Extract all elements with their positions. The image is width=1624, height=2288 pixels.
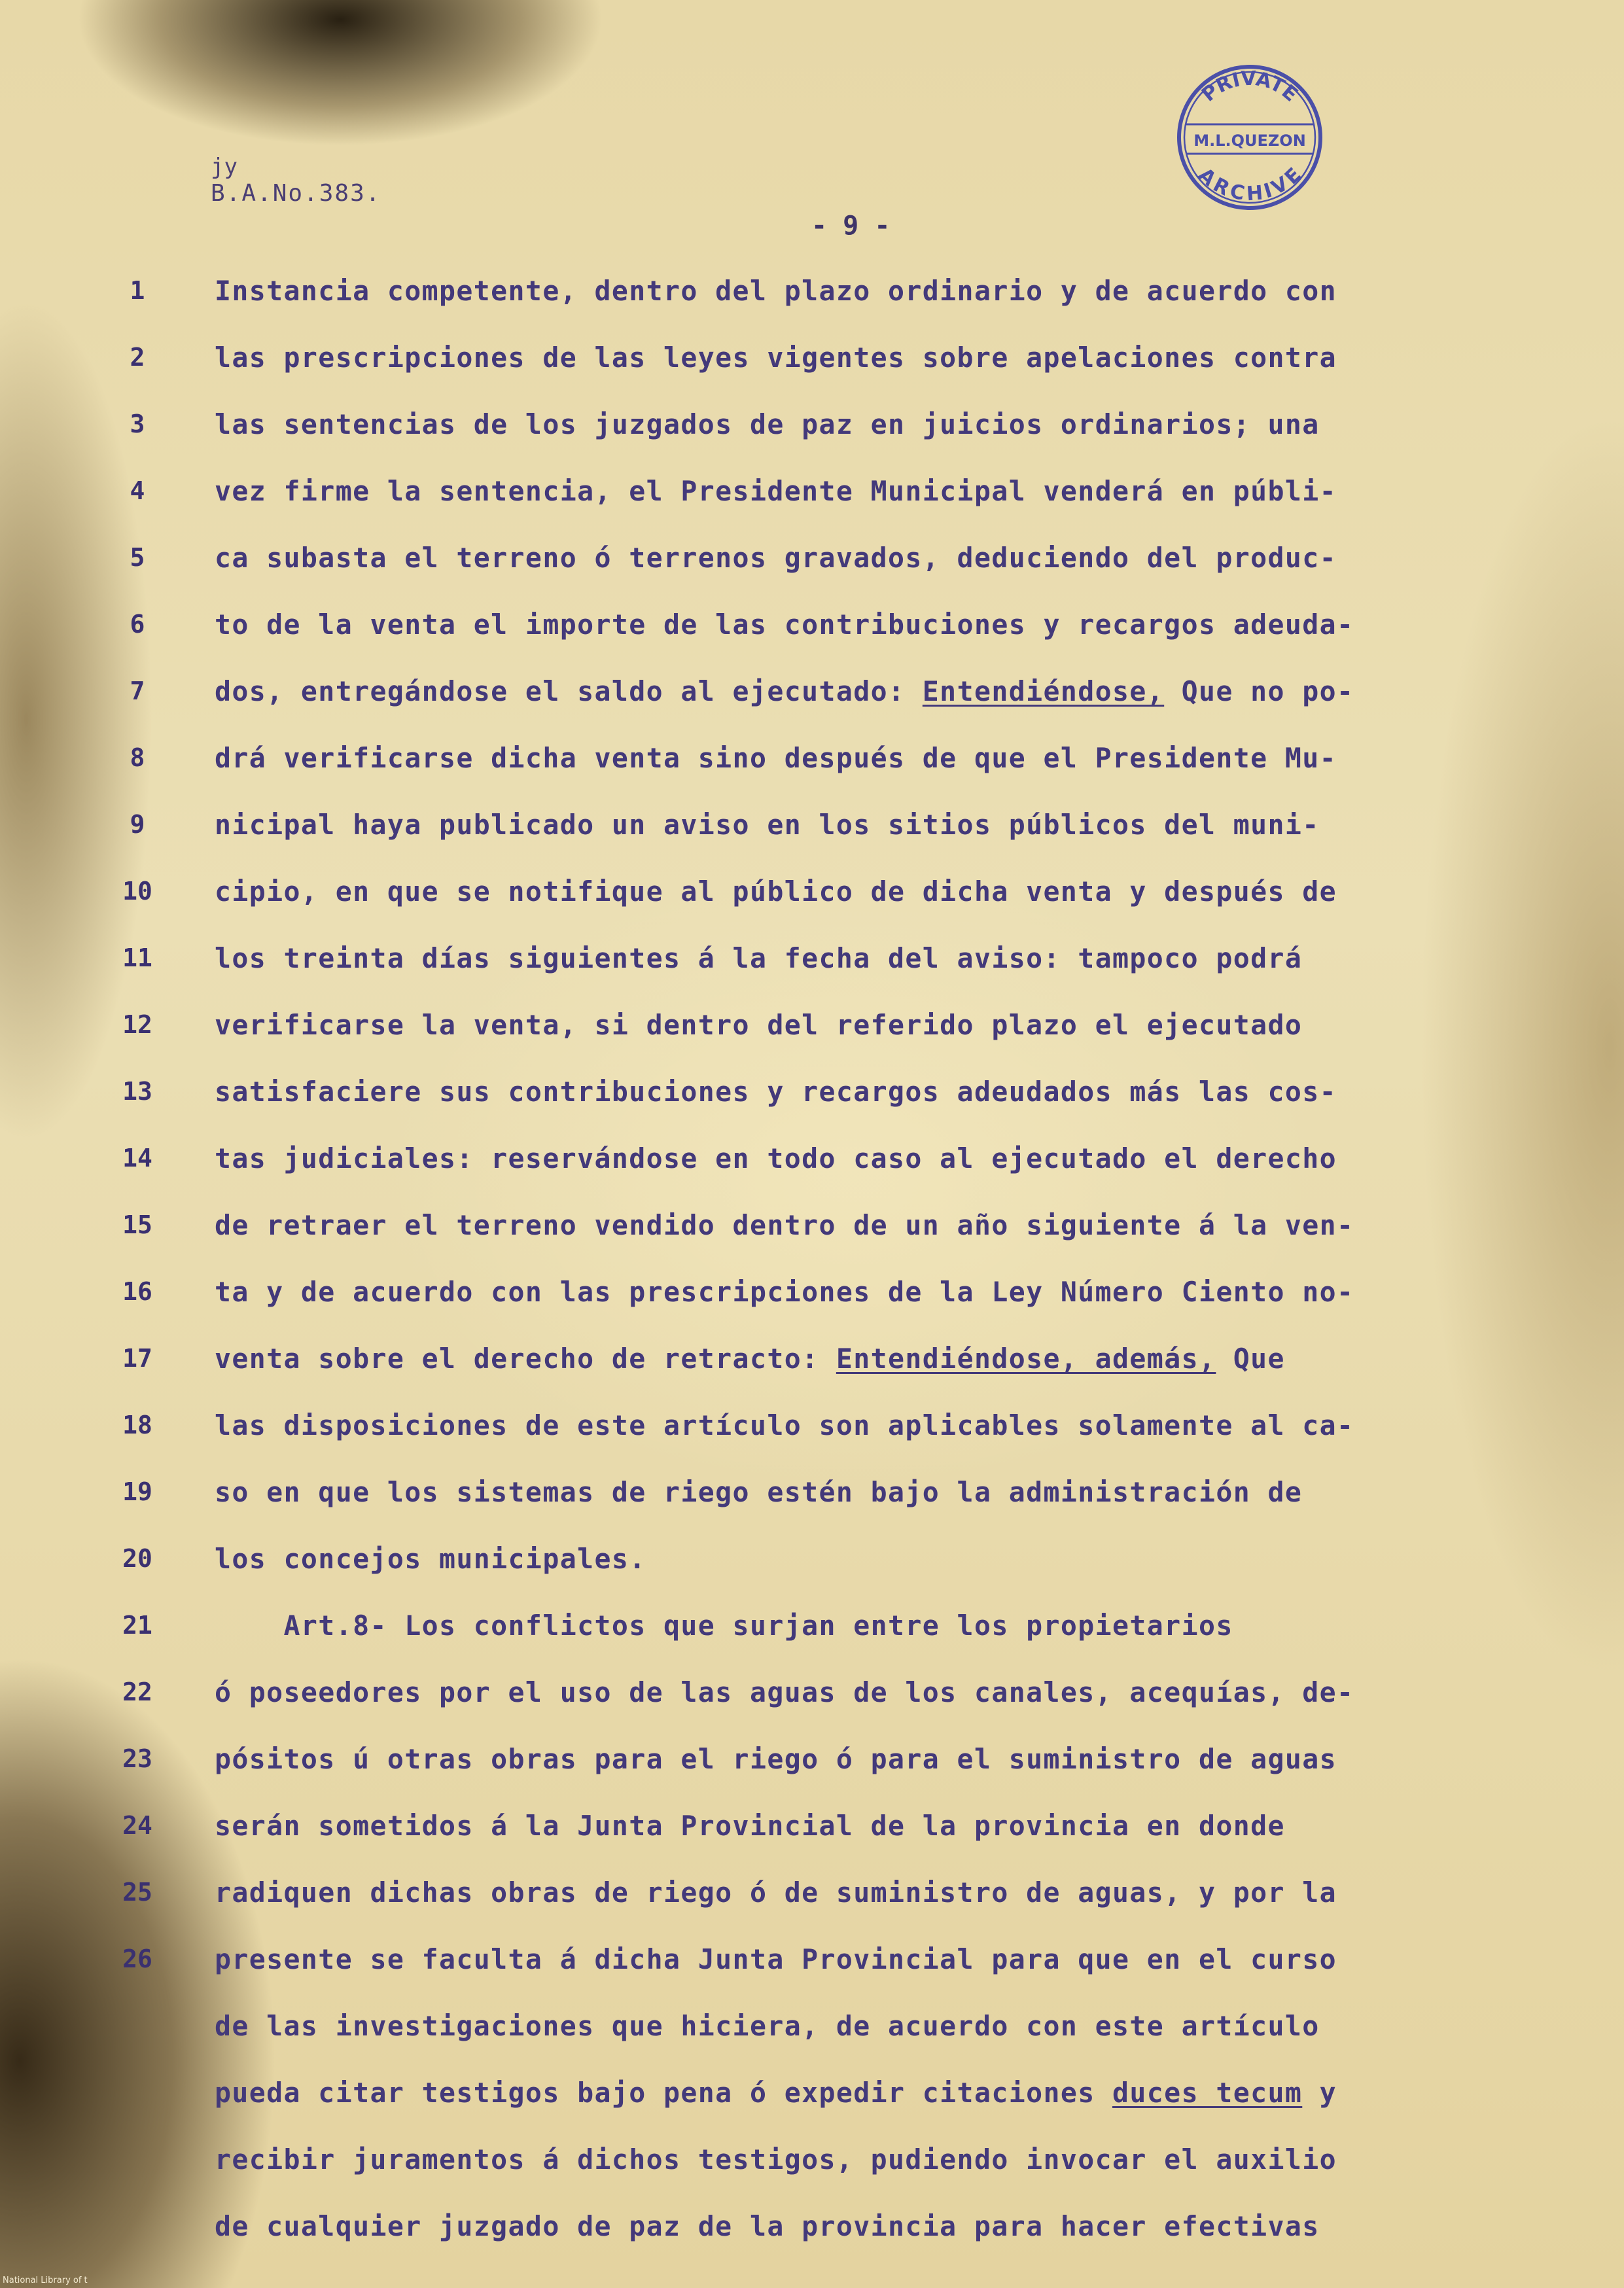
stamp-top-text: PRIVATE bbox=[1197, 67, 1302, 107]
line-number: 22 bbox=[122, 1678, 152, 1706]
line-text: satisfaciere sus contribuciones y recargos adeudados más las cos- bbox=[215, 1076, 1337, 1108]
page-number: - 9 - bbox=[811, 211, 891, 241]
line-text: ó poseedores por el uso de las aguas de los canales, acequías, de- bbox=[215, 1676, 1354, 1708]
text-line bbox=[98, 1070, 1557, 1137]
text-line bbox=[98, 870, 1557, 937]
line-text: los concejos municipales. bbox=[215, 1543, 646, 1575]
line-text: pósitos ú otras obras para el riego ó para el suministro de aguas bbox=[215, 1743, 1337, 1775]
line-text: tas judiciales: reservándose en todo caso al ejecutado el derecho bbox=[215, 1142, 1337, 1174]
document-body bbox=[98, 270, 1557, 2272]
text-line bbox=[98, 803, 1557, 870]
line-text: de las investigaciones que hiciera, de acuerdo con este artículo bbox=[215, 2010, 1320, 2042]
text-line bbox=[98, 1538, 1557, 1604]
line-text: so en que los sistemas de riego estén bajo la administración de bbox=[215, 1476, 1303, 1508]
text-line bbox=[98, 1271, 1557, 1337]
line-number: 9 bbox=[130, 810, 145, 839]
line-text: venta sobre el derecho de retracto: Entendiéndose, además, Que bbox=[215, 1343, 1285, 1375]
text-line bbox=[98, 670, 1557, 737]
line-text: ta y de acuerdo con las prescripciones de la Ley Número Ciento no- bbox=[215, 1276, 1354, 1308]
line-number: 1 bbox=[130, 276, 145, 305]
svg-text:PRIVATE bbox=[1197, 67, 1302, 107]
text-line bbox=[98, 2071, 1557, 2138]
line-text: recibir juramentos á dichos testigos, pudiendo invocar el auxilio bbox=[215, 2143, 1337, 2175]
line-number: 20 bbox=[122, 1544, 152, 1573]
line-number: 15 bbox=[122, 1210, 152, 1239]
line-number: 21 bbox=[122, 1611, 152, 1640]
line-number: 24 bbox=[122, 1811, 152, 1840]
line-number: 13 bbox=[122, 1077, 152, 1106]
line-number: 26 bbox=[122, 1945, 152, 1973]
line-number: 19 bbox=[122, 1477, 152, 1506]
line-number: 14 bbox=[122, 1144, 152, 1172]
line-number: 11 bbox=[122, 943, 152, 972]
line-number: 12 bbox=[122, 1010, 152, 1039]
line-text: de retraer el terreno vendido dentro de un año siguiente á la ven- bbox=[215, 1209, 1354, 1241]
line-text: ca subasta el terreno ó terrenos gravados, deduciendo del produc- bbox=[215, 542, 1337, 574]
line-number: 16 bbox=[122, 1277, 152, 1306]
line-text: radiquen dichas obras de riego ó de suministro de aguas, y por la bbox=[215, 1876, 1337, 1909]
line-text: drá verificarse dicha venta sino después de que el Presidente Mu- bbox=[215, 742, 1337, 774]
line-number: 6 bbox=[130, 610, 145, 639]
text-line bbox=[98, 1204, 1557, 1271]
line-number: 2 bbox=[130, 343, 145, 372]
svg-text:ARCHIVE bbox=[1193, 164, 1305, 205]
line-text: pueda citar testigos bajo pena ó expedir citaciones duces tecum y bbox=[215, 2077, 1337, 2109]
typist-initials: jy bbox=[211, 154, 238, 180]
document-id: B.A.No.383. bbox=[211, 180, 381, 207]
line-text: nicipal haya publicado un aviso en los sitios públicos del muni- bbox=[215, 809, 1320, 841]
line-text: presente se faculta á dicha Junta Provincial para que en el curso bbox=[215, 1943, 1337, 1975]
text-line bbox=[98, 1738, 1557, 1804]
text-line bbox=[98, 1004, 1557, 1070]
line-text: las prescripciones de las leyes vigentes sobre apelaciones contra bbox=[215, 342, 1337, 374]
line-number: 5 bbox=[130, 543, 145, 572]
line-number: 10 bbox=[122, 877, 152, 906]
text-line bbox=[98, 1671, 1557, 1738]
stamp-bottom-text: ARCHIVE bbox=[1193, 163, 1306, 206]
line-text: de cualquier juzgado de paz de la provincia para hacer efectivas bbox=[215, 2210, 1320, 2242]
text-line bbox=[98, 537, 1557, 603]
text-line bbox=[98, 1471, 1557, 1538]
text-line bbox=[98, 937, 1557, 1004]
text-line bbox=[98, 603, 1557, 670]
line-text: serán sometidos á la Junta Provincial de la provincia en donde bbox=[215, 1810, 1285, 1842]
line-text: to de la venta el importe de las contribuciones y recargos adeuda- bbox=[215, 608, 1354, 641]
line-text: cipio, en que se notifique al público de dicha venta y después de bbox=[215, 875, 1337, 907]
archive-stamp bbox=[1174, 62, 1325, 213]
stamp-middle-text: M.L.QUEZON bbox=[1193, 132, 1306, 150]
line-text: las disposiciones de este artículo son aplicables solamente al ca- bbox=[215, 1409, 1354, 1441]
text-line bbox=[98, 1137, 1557, 1204]
text-line bbox=[98, 1871, 1557, 1938]
text-line bbox=[98, 2205, 1557, 2272]
line-number: 17 bbox=[122, 1344, 152, 1373]
text-line bbox=[98, 1938, 1557, 2005]
text-line bbox=[98, 1604, 1557, 1671]
line-text: dos, entregándose el saldo al ejecutado: Entendiéndose, Que no po- bbox=[215, 675, 1354, 707]
line-number: 18 bbox=[122, 1411, 152, 1439]
text-line bbox=[98, 1804, 1557, 1871]
scan-footer-note: National Library of t bbox=[3, 2276, 88, 2285]
text-line bbox=[98, 2005, 1557, 2071]
text-line bbox=[98, 1404, 1557, 1471]
line-number: 25 bbox=[122, 1878, 152, 1907]
line-text: verificarse la venta, si dentro del referido plazo el ejecutado bbox=[215, 1009, 1303, 1041]
line-number: 8 bbox=[130, 743, 145, 772]
text-line bbox=[98, 270, 1557, 336]
line-text: los treinta días siguientes á la fecha del aviso: tampoco podrá bbox=[215, 942, 1303, 974]
line-text: Instancia competente, dentro del plazo ordinario y de acuerdo con bbox=[215, 275, 1337, 307]
line-text: vez firme la sentencia, el Presidente Municipal venderá en públi- bbox=[215, 475, 1337, 507]
text-line bbox=[98, 336, 1557, 403]
text-line bbox=[98, 737, 1557, 803]
line-number: 3 bbox=[130, 410, 145, 438]
text-line bbox=[98, 403, 1557, 470]
line-text: Art.8- Los conflictos que surjan entre los propietarios bbox=[215, 1610, 1233, 1642]
text-line bbox=[98, 1337, 1557, 1404]
line-number: 4 bbox=[130, 476, 145, 505]
line-number: 7 bbox=[130, 677, 145, 705]
text-line bbox=[98, 470, 1557, 537]
line-number: 23 bbox=[122, 1744, 152, 1773]
line-text: las sentencias de los juzgados de paz en juicios ordinarios; una bbox=[215, 408, 1320, 440]
text-line bbox=[98, 2138, 1557, 2205]
